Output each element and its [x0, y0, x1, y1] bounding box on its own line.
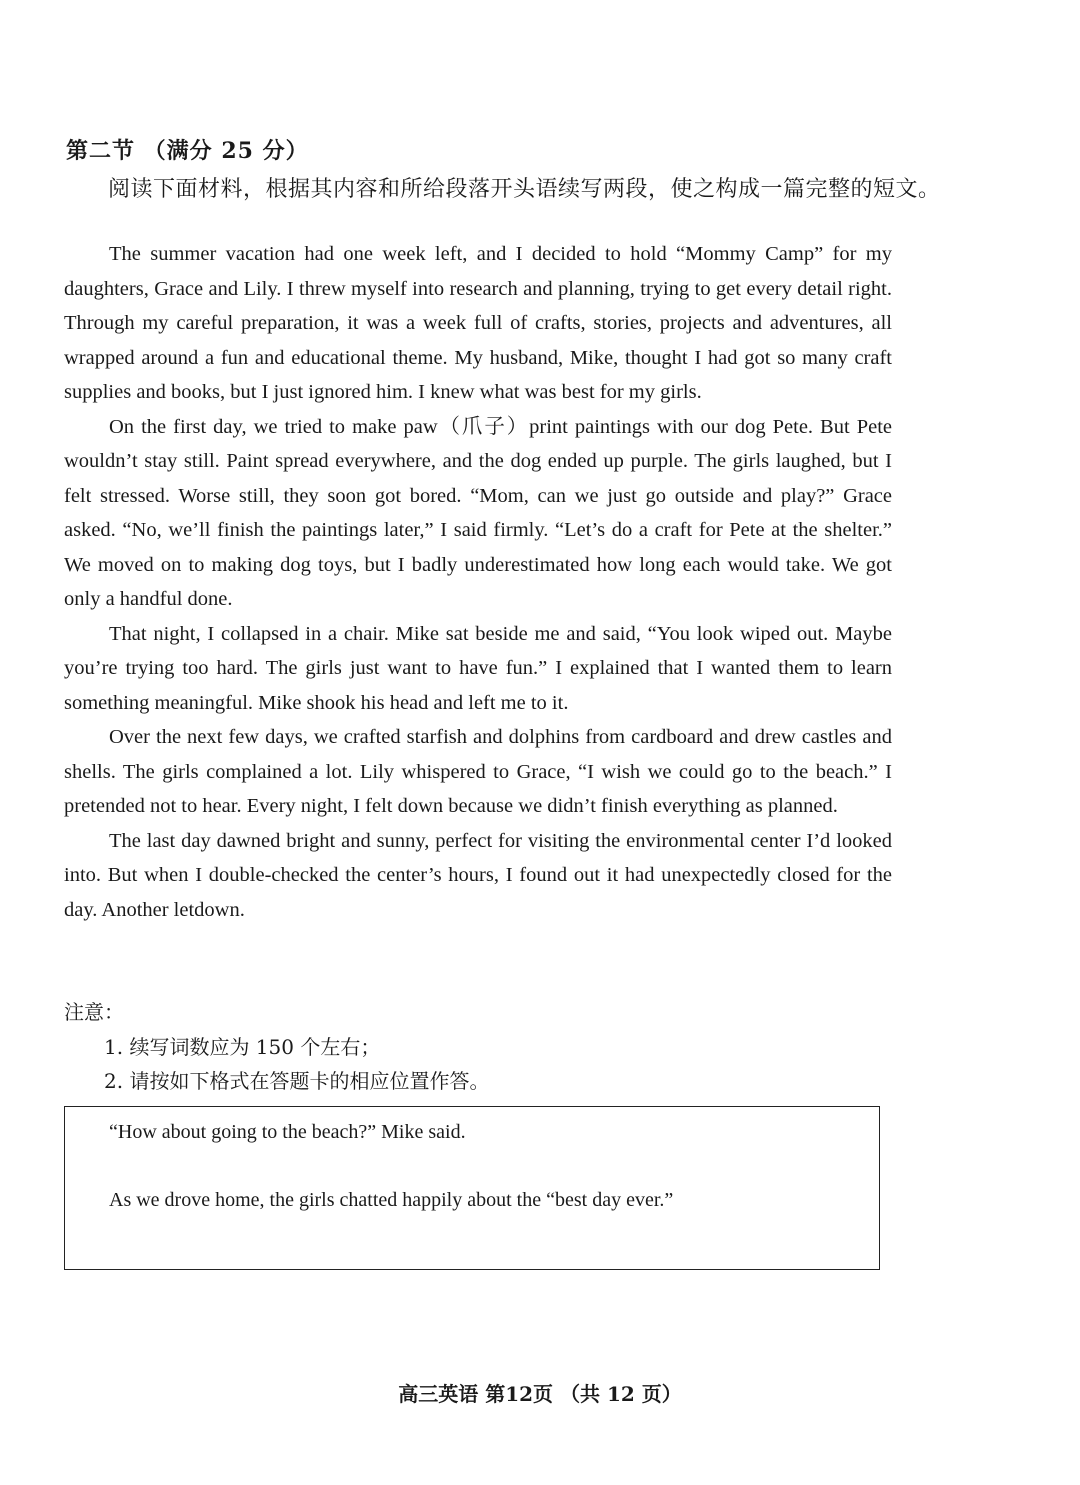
answer-opening-line-1: “How about going to the beach?” Mike said.	[109, 1121, 466, 1143]
note-item-2: 2. 请按如下格式在答题卡的相应位置作答。	[104, 1069, 490, 1093]
notes-title: 注意：	[64, 1000, 124, 1024]
passage-paragraph-1: The summer vacation had one week left, and I decided to hold “Mommy Camp” for my daughters, Grace and Lily. I threw myself into research and planning, trying to get every detail right. Through my careful preparation, it was a week full of crafts, stories, projects and adventures, all wrapped around a fun and educational theme. My husband, Mike, thought I had got so many craft supplies and books, but I just ignored him. I knew what was best for my girls.	[64, 243, 892, 403]
passage-paragraph-2: On the first day, we tried to make paw（爪子）print paintings with our dog Pete. But Pete wouldn’t stay still. Paint spread everywhere, and the dog ended up purple. The girls laughed, but I felt stressed. Worse still, they soon got bored. “Mom, can we just go outside and play?” Grace asked. “No, we’ll finish the paintings later,” I said firmly. “Let’s do a craft for Pete at the shelter.” We moved on to making dog toys, but I badly underestimated how long each would take. We got only a handful done.	[64, 415, 892, 610]
passage-paragraph-5: The last day dawned bright and sunny, perfect for visiting the environmental center I’d looked into. But when I double-checked the center’s hours, I found out it had unexpectedly closed for the day. Another letdown.	[64, 829, 892, 921]
passage-paragraph-3: That night, I collapsed in a chair. Mike sat beside me and said, “You look wiped out. Maybe you’re trying too hard. The girls just want to have fun.” I explained that I wanted them to learn something meaningful. Mike shook his head and left me to it.	[64, 622, 892, 714]
answer-opening-line-2: As we drove home, the girls chatted happily about the “best day ever.”	[109, 1189, 674, 1211]
reading-passage	[64, 237, 892, 927]
notes-section	[64, 995, 489, 1099]
section-title: 第二节 （满分 25 分）	[66, 138, 309, 164]
note-item-1: 1. 续写词数应为 150 个左右；	[104, 1034, 381, 1059]
passage-paragraph-4: Over the next few days, we crafted starfish and dolphins from cardboard and drew castles and shells. The girls complained a lot. Lily whispered to Grace, “I wish we could go to the beach.” I pretended not to hear. Every night, I felt down because we didn’t finish everything as planned.	[64, 726, 892, 817]
section-instruction: 阅读下面材料，根据其内容和所给段落开头语续写两段，使之构成一篇完整的短文。	[108, 177, 941, 202]
answer-format-box	[64, 1106, 880, 1270]
page-footer: 高三英语 第12页 （共 12 页）	[398, 1382, 682, 1406]
